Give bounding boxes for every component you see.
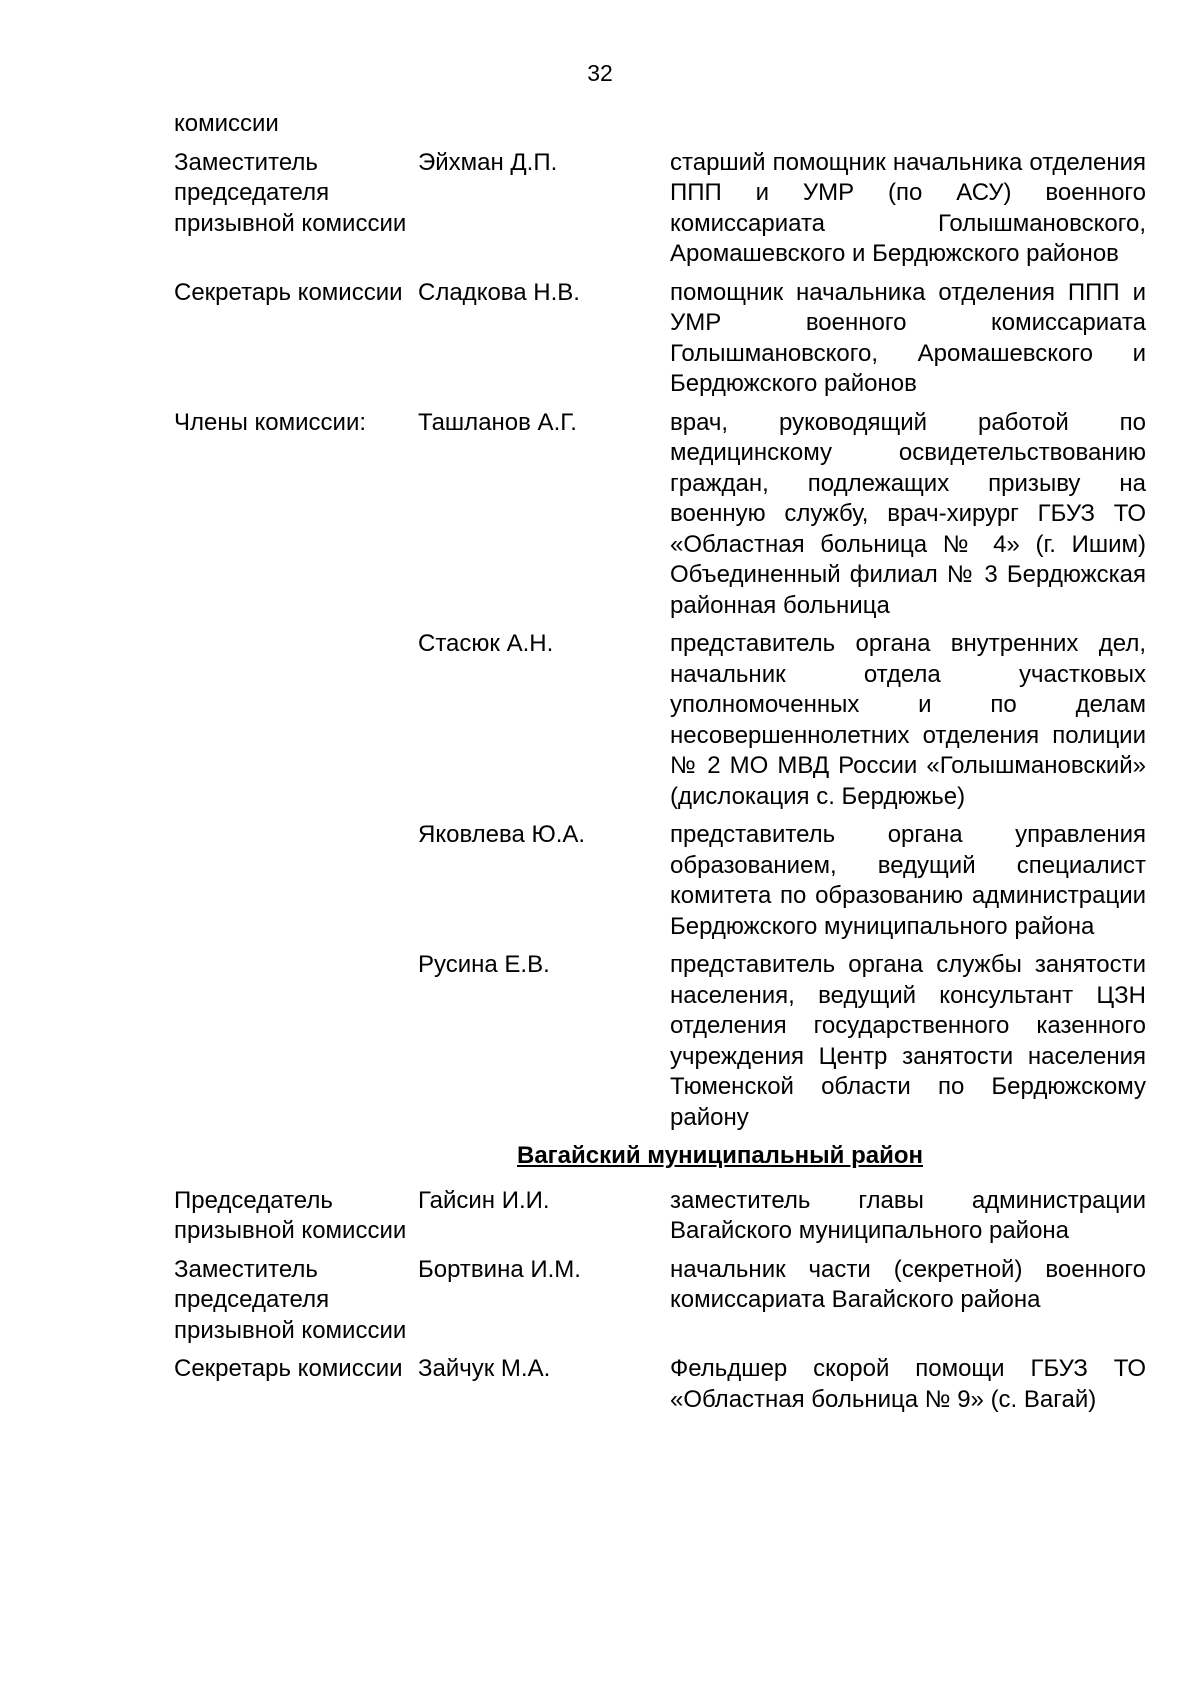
member-row xyxy=(174,278,1146,400)
member-position: старший помощник начальника отделения ППП и УМР (по АСУ) военного комиссариата Голышмановского, Аромашевского и Бердюжского районов xyxy=(670,148,1146,267)
member-role: Члены комиссии: xyxy=(174,408,367,436)
member-name: Гайсин И.И. xyxy=(418,1186,550,1214)
member-role xyxy=(174,629,418,812)
member-name: Эйхман Д.П. xyxy=(418,148,558,176)
member-role: Заместитель председателя призывной комиссии xyxy=(174,148,407,237)
member-role xyxy=(174,820,418,942)
page-number: 32 xyxy=(587,60,613,86)
member-position: представитель органа управления образованием, ведущий специалист комитета по образованию администрации Бердюжского муниципального района xyxy=(670,821,1146,940)
member-position: начальник части (секретной) военного комиссариата Вагайского района xyxy=(670,1255,1146,1313)
member-name: Ташланов А.Г. xyxy=(418,408,577,436)
member-name: Яковлева Ю.А. xyxy=(418,821,586,848)
member-row xyxy=(174,950,1146,1133)
member-role: Председатель призывной комиссии xyxy=(174,1186,407,1244)
member-name: Бортвина И.М. xyxy=(418,1255,581,1283)
member-role xyxy=(174,950,418,1133)
member-name: Русина Е.В. xyxy=(418,951,550,978)
member-name: Сладкова Н.В. xyxy=(418,278,580,306)
member-name: Стасюк А.Н. xyxy=(418,630,554,657)
member-position: Фельдшер скорой помощи ГБУЗ ТО «Областная больница № 9» (с. Вагай) xyxy=(670,1355,1146,1413)
member-position: заместитель главы администрации Вагайского муниципального района xyxy=(670,1186,1146,1244)
member-row xyxy=(174,820,1146,942)
member-row xyxy=(174,1255,1146,1347)
member-row xyxy=(174,1186,1146,1247)
section-title: Вагайский муниципальный район xyxy=(516,1142,924,1169)
member-position: помощник начальника отделения ППП и УМР военного комиссариата Голышмановского, Аромашевского и Бердюжского районов xyxy=(670,278,1146,397)
member-name: Зайчук М.А. xyxy=(418,1355,551,1382)
member-role: Секретарь комиссии xyxy=(174,1355,403,1382)
commission-list xyxy=(174,109,1146,1423)
member-row xyxy=(174,629,1146,812)
member-role: Секретарь комиссии xyxy=(174,278,403,306)
member-row xyxy=(174,1354,1146,1415)
continued-role-text: комиссии xyxy=(174,110,279,137)
member-position: представитель органа службы занятости населения, ведущий консультант ЦЗН отделения государственного казенного учреждения Центр занятости населения Тюменской области по Бердюжскому району xyxy=(670,951,1146,1131)
member-row xyxy=(174,408,1146,622)
member-position: представитель органа внутренних дел, начальник отдела участковых уполномоченных и по делам несовершеннолетних отделения полиции № 2 МО МВД России «Голышмановский» (дислокация с. Бердюжье) xyxy=(670,630,1146,810)
block-berdyuzhsky xyxy=(174,148,1146,1134)
member-position: врач, руководящий работой по медицинскому освидетельствованию граждан, подлежащих призыву на военную службу, врач-хирург ГБУЗ ТО «Областная больница № 4» (г. Ишим) Объединенный филиал № 3 Бердюжская районная больница xyxy=(670,408,1146,619)
member-row xyxy=(174,148,1146,270)
block-vagaysky xyxy=(174,1186,1146,1416)
member-role: Заместитель председателя призывной комиссии xyxy=(174,1255,407,1344)
